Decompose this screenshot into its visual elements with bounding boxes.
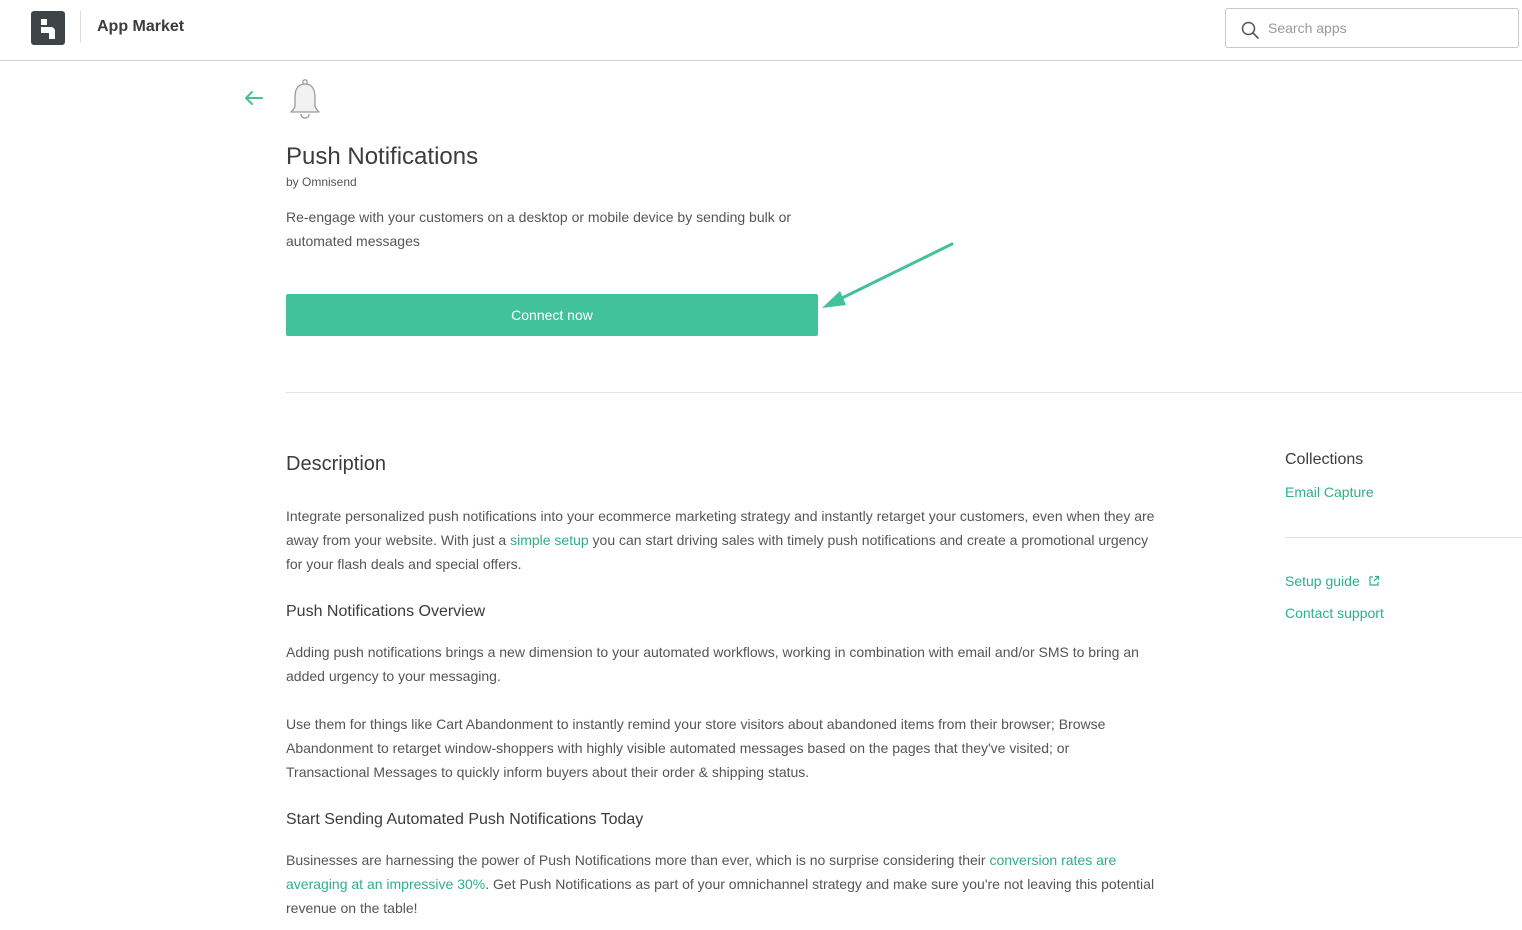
app-name: Push Notifications — [286, 143, 479, 170]
paragraph-text: you can start driving sales with timely push notifications and create a promotional urgency for your flash deals and special offers. — [286, 532, 1149, 572]
overview-heading: Push Notifications Overview — [286, 603, 486, 620]
paragraph-text: Businesses are harnessing the power of Push Notifications more than ever, which is no surprise considering their — [286, 852, 990, 868]
sidebar-divider — [1285, 537, 1522, 538]
section-divider — [286, 392, 1522, 393]
external-link-icon — [1368, 575, 1380, 587]
search-box[interactable] — [1225, 8, 1519, 48]
search-icon — [1240, 20, 1260, 40]
description-paragraph-1 — [286, 504, 1156, 576]
annotation-arrow-icon — [818, 238, 958, 312]
app-tagline: Re-engage with your customers on a desktop or mobile device by sending bulk or automated messages — [286, 209, 792, 249]
description-heading: Description — [286, 453, 387, 475]
back-arrow-icon[interactable] — [243, 88, 265, 108]
omnisend-logo[interactable] — [31, 11, 65, 45]
conversion-rates-link[interactable]: conversion rates are averaging at an impressive 30% — [286, 852, 1117, 892]
connect-now-button[interactable]: Connect now — [286, 294, 818, 336]
start-sending-heading: Start Sending Automated Push Notifications Today — [286, 811, 644, 828]
bell-icon — [287, 78, 323, 120]
header-divider — [80, 11, 81, 43]
description-paragraph-3: Use them for things like Cart Abandonment to instantly remind your store visitors about abandoned items from their browser; Browse Abandonment to retarget window-shoppers with highly visible automated messages based on the pages that they've visited; or Transactional Messages to quickly inform buyers about their order & shipping status. — [286, 716, 1106, 780]
description-paragraph-4 — [286, 848, 1156, 920]
collections-title: Collections — [1285, 451, 1364, 468]
email-capture-link[interactable]: Email Capture — [1285, 484, 1374, 500]
simple-setup-link[interactable]: simple setup — [510, 532, 589, 548]
description-paragraph-2: Adding push notifications brings a new dimension to your automated workflows, working in combination with email and/or SMS to bring an added urgency to your messaging. — [286, 644, 1139, 684]
app-author: by Omnisend — [286, 175, 357, 189]
setup-guide-link[interactable] — [1285, 573, 1380, 589]
app-market-title[interactable]: App Market — [97, 18, 185, 35]
paragraph-text: Integrate personalized push notifications into your ecommerce marketing strategy and instantly retarget your customers, even when they are away from your website. With just a — [286, 508, 1155, 548]
contact-support-link[interactable]: Contact support — [1285, 605, 1384, 621]
search-input[interactable] — [1266, 15, 1506, 41]
setup-guide-label: Setup guide — [1285, 573, 1360, 589]
top-bar — [0, 0, 1522, 61]
paragraph-text: . Get Push Notifications as part of your omnichannel strategy and make sure you're not leaving this potential revenue on the table! — [286, 876, 1155, 916]
